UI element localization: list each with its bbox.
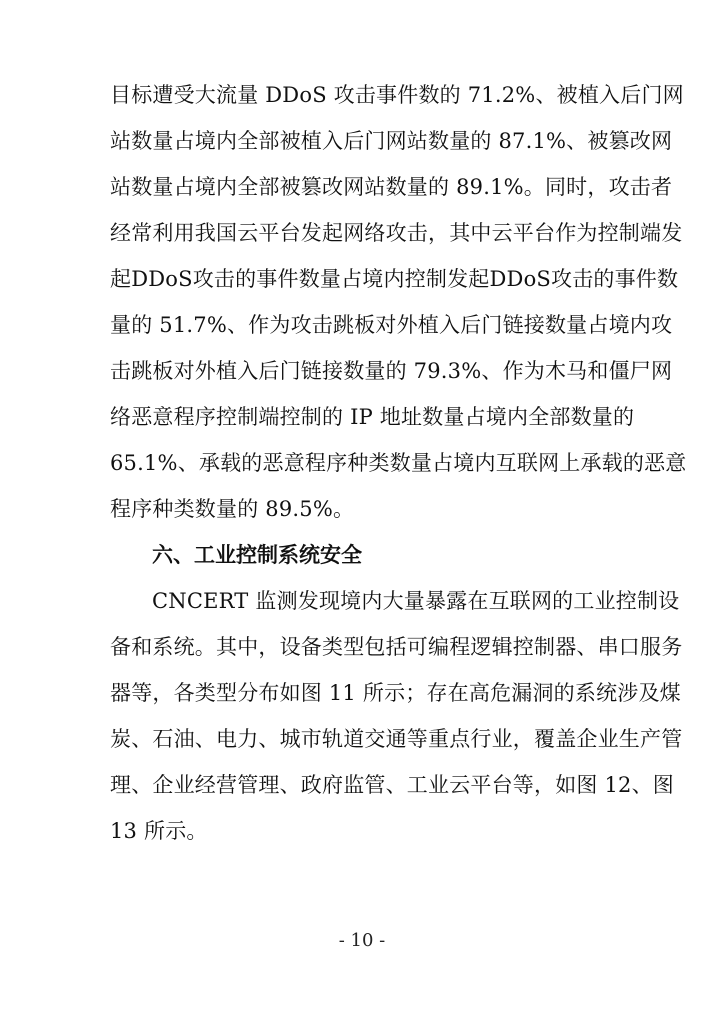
paragraph-1-line-2: 站数量占境内全部被植入后门网站数量的 87.1%、被篡改网 (110, 129, 673, 153)
page-number: - 10 - (338, 930, 386, 951)
paragraph-1-line-6: 量的 51.7%、作为攻击跳板对外植入后门链接数量占境内攻 (110, 313, 673, 337)
paragraph-2-line-3: 器等，各类型分布如图 11 所示；存在高危漏洞的系统涉及煤 (110, 681, 681, 705)
paragraph-1-line-3: 站数量占境内全部被篡改网站数量的 89.1%。同时，攻击者 (110, 175, 673, 199)
paragraph-1-line-9: 65.1%、承载的恶意程序种类数量占境内互联网上承载的恶意 (110, 451, 687, 475)
paragraph-2-line-4: 炭、石油、电力、城市轨道交通等重点行业，覆盖企业生产管 (110, 727, 683, 751)
paragraph-1-line-10: 程序种类数量的 89.5%。 (110, 497, 355, 521)
paragraph-2-line-1: CNCERT 监测发现境内大量暴露在互联网的工业控制设 (152, 589, 680, 613)
paragraph-2-line-6: 13 所示。 (110, 819, 208, 843)
document-body (110, 72, 687, 854)
paragraph-1-line-7: 击跳板对外植入后门链接数量的 79.3%、作为木马和僵尸网 (110, 359, 673, 383)
paragraph-1-line-1: 目标遭受大流量 DDoS 攻击事件数的 71.2%、被植入后门网 (110, 83, 684, 107)
section-heading: 六、工业控制系统安全 (152, 543, 362, 567)
paragraph-1-line-5: 起DDoS攻击的事件数量占境内控制发起DDoS攻击的事件数 (110, 267, 679, 291)
paragraph-1-line-4: 经常利用我国云平台发起网络攻击，其中云平台作为控制端发 (110, 221, 683, 245)
paragraph-2-line-2: 备和系统。其中，设备类型包括可编程逻辑控制器、串口服务 (110, 635, 683, 659)
paragraph-2-line-5: 理、企业经营管理、政府监管、工业云平台等，如图 12、图 (110, 773, 674, 797)
paragraph-1-line-8: 络恶意程序控制端控制的 IP 地址数量占境内全部数量的 (110, 405, 635, 429)
